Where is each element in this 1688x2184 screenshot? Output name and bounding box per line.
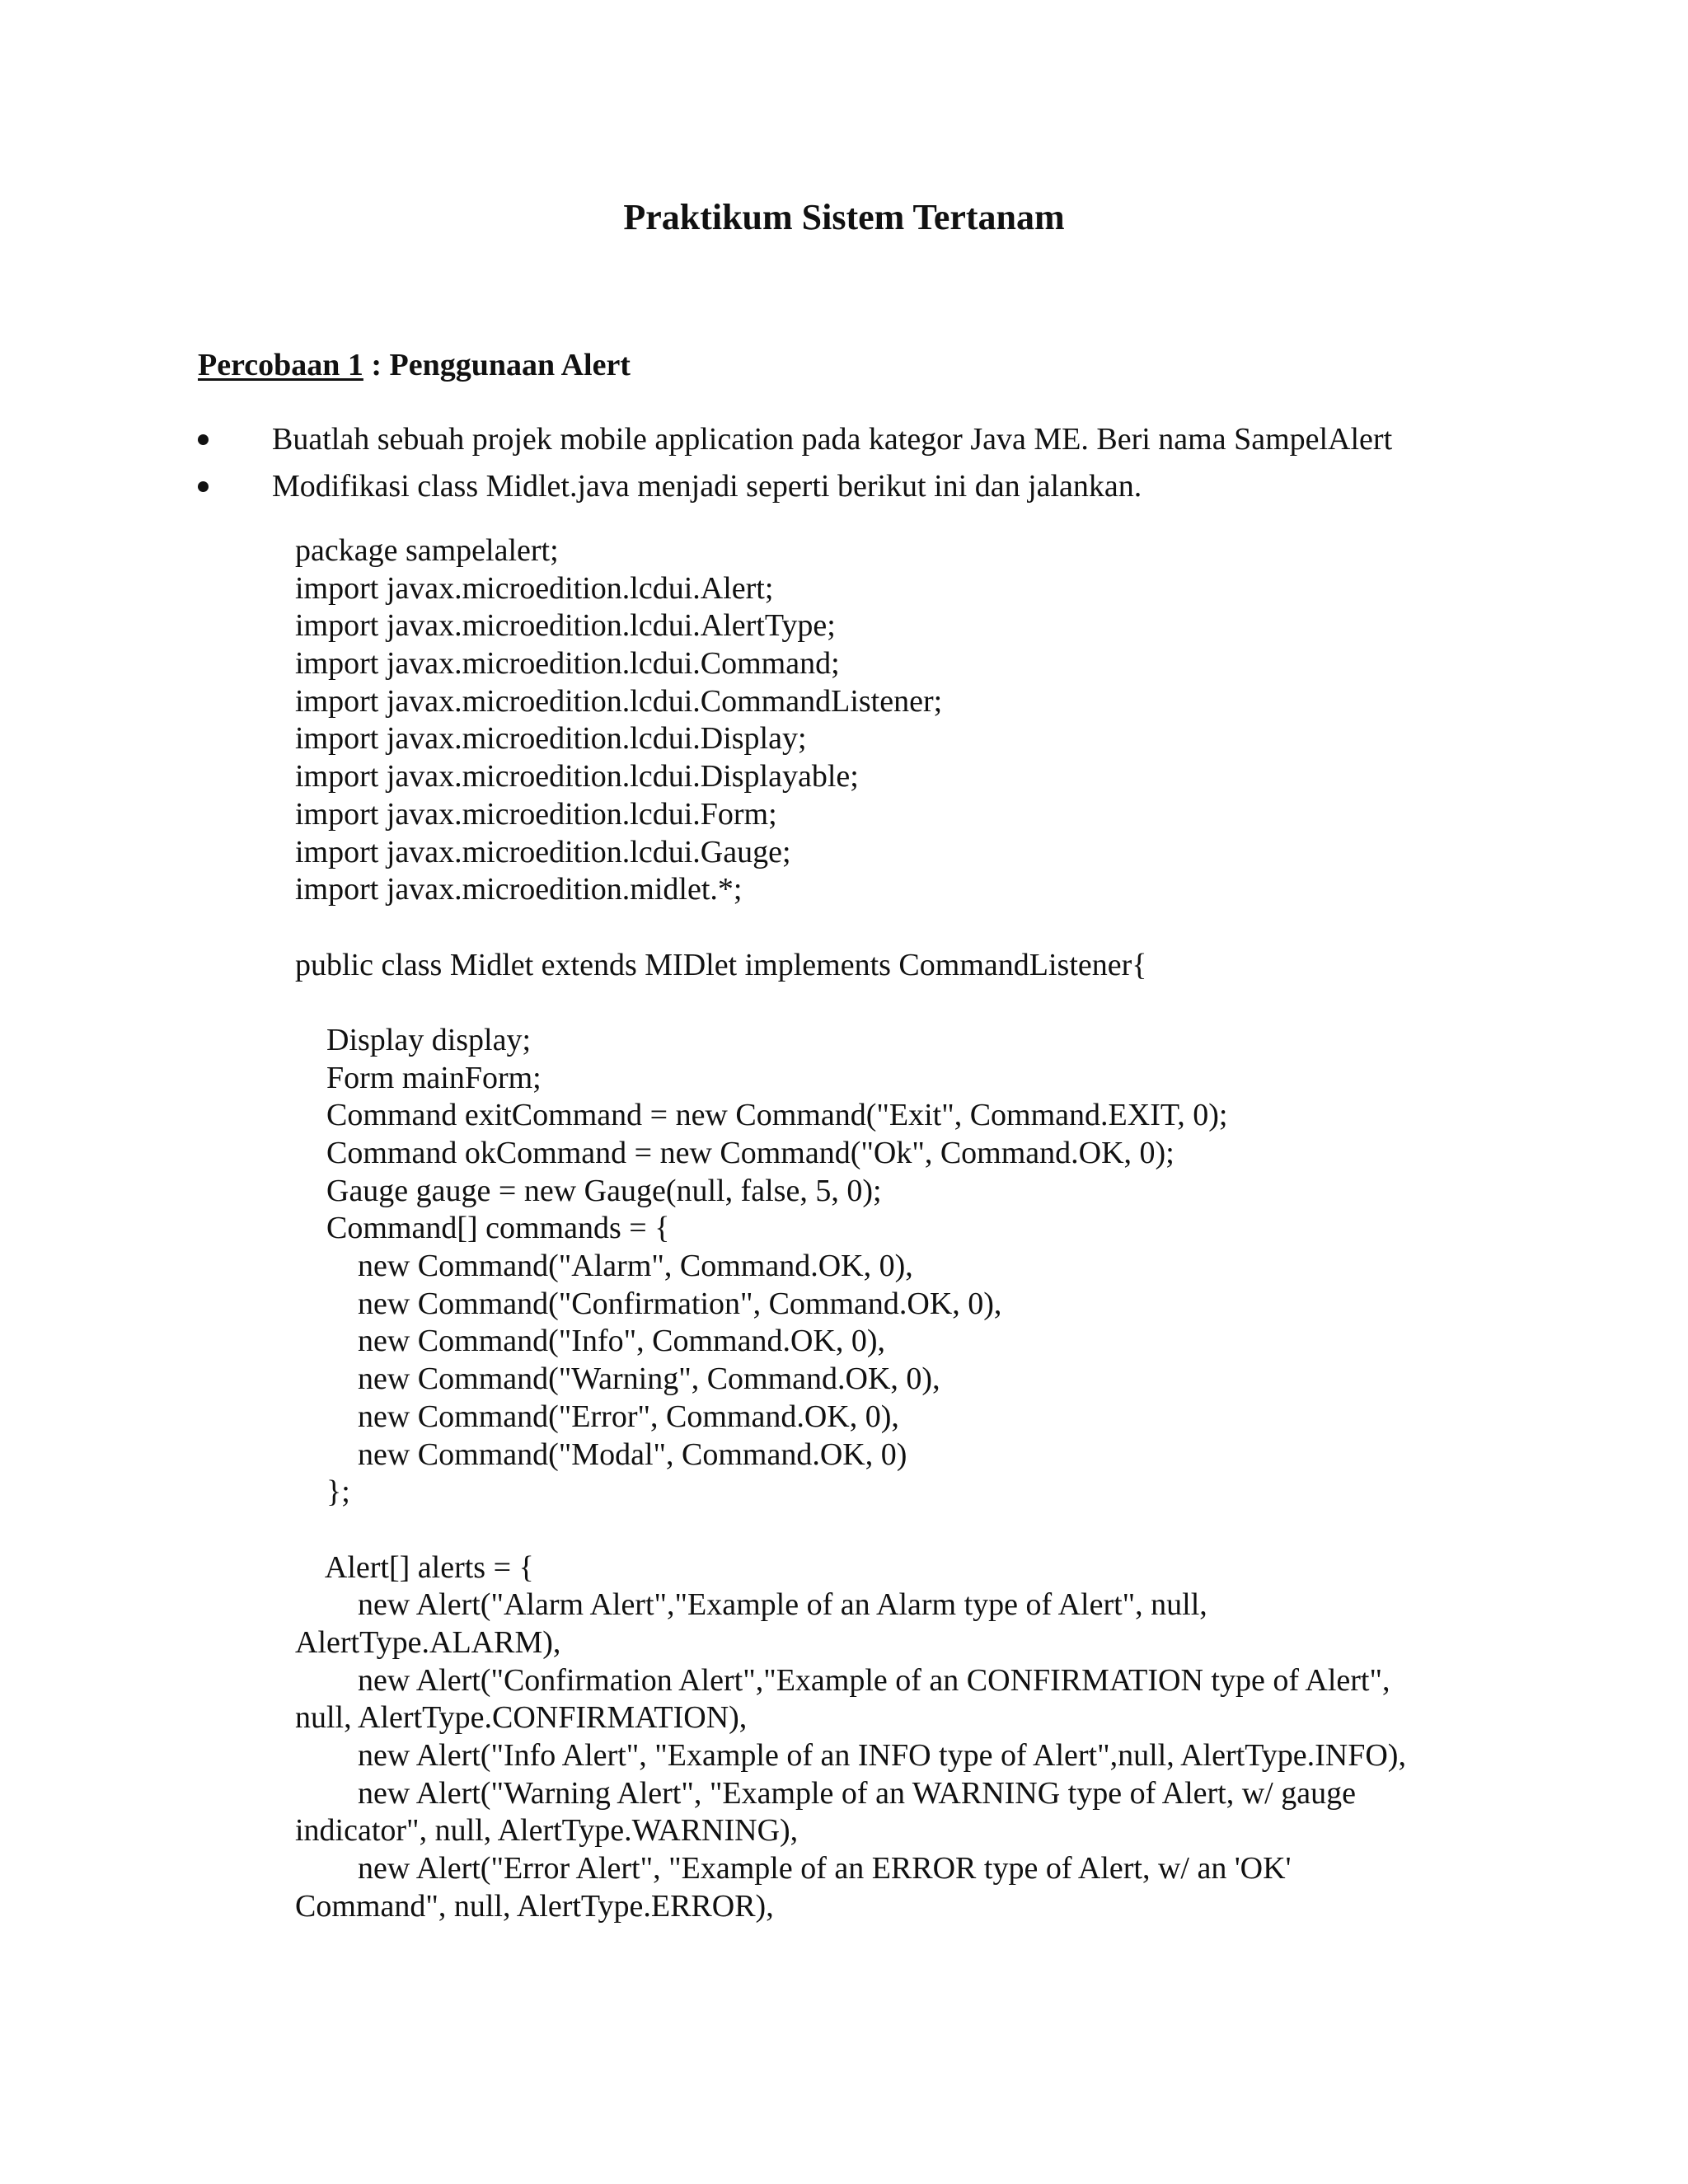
code-line: }; bbox=[295, 1474, 350, 1510]
list-item bbox=[198, 416, 1392, 463]
code-line bbox=[295, 1511, 1406, 1549]
list-item-text: Buatlah sebuah projek mobile application pada kategor Java ME. Beri nama SampelAlert bbox=[272, 422, 1393, 457]
section-heading bbox=[198, 344, 631, 386]
code-line: Command", null, AlertType.ERROR), bbox=[295, 1888, 774, 1924]
code-line: new Alert("Alarm Alert","Example of an Alarm type of Alert", null, bbox=[295, 1587, 1207, 1623]
list-item-text: Modifikasi class Midlet.java menjadi seperti berikut ini dan jalankan. bbox=[272, 469, 1142, 504]
bullet-icon bbox=[198, 434, 209, 445]
code-line: new Command("Error", Command.OK, 0), bbox=[295, 1399, 899, 1434]
section-title: : Penggunaan Alert bbox=[363, 348, 631, 382]
code-line: import javax.microedition.midlet.*; bbox=[295, 872, 743, 907]
code-line: Form mainForm; bbox=[295, 1060, 542, 1095]
code-line: new Alert("Warning Alert", "Example of an WARNING type of Alert, w/ gauge bbox=[295, 1775, 1356, 1811]
code-line: Command[] commands = { bbox=[295, 1211, 670, 1246]
code-line: public class Midlet extends MIDlet implements CommandListener{ bbox=[295, 947, 1147, 982]
code-line: import javax.microedition.lcdui.Form; bbox=[295, 796, 777, 832]
code-line: Command okCommand = new Command("Ok", Command.OK, 0); bbox=[295, 1136, 1175, 1170]
section-label: Percobaan 1 bbox=[198, 348, 363, 382]
code-line: new Alert("Error Alert", "Example of an ERROR type of Alert, w/ an 'OK' bbox=[295, 1851, 1292, 1886]
code-line: import javax.microedition.lcdui.Alert; bbox=[295, 570, 774, 606]
code-line: new Command("Warning", Command.OK, 0), bbox=[295, 1361, 940, 1397]
code-line: Display display; bbox=[295, 1022, 532, 1057]
code-line bbox=[295, 984, 1406, 1022]
code-line: new Command("Info", Command.OK, 0), bbox=[295, 1324, 885, 1359]
code-line: package sampelalert; bbox=[295, 533, 559, 568]
code-line: import javax.microedition.lcdui.Displayable; bbox=[295, 759, 859, 794]
code-line: new Command("Alarm", Command.OK, 0), bbox=[295, 1249, 913, 1284]
bullet-icon bbox=[198, 481, 209, 492]
code-line: Command exitCommand = new Command("Exit", Command.EXIT, 0); bbox=[295, 1098, 1228, 1133]
code-line: import javax.microedition.lcdui.Display; bbox=[295, 721, 807, 757]
code-line bbox=[295, 909, 1406, 947]
code-line: new Command("Modal", Command.OK, 0) bbox=[295, 1436, 907, 1472]
code-line: null, AlertType.CONFIRMATION), bbox=[295, 1700, 748, 1736]
instruction-list bbox=[198, 416, 1392, 510]
code-line: new Alert("Info Alert", "Example of an INFO type of Alert",null, AlertType.INFO), bbox=[295, 1738, 1406, 1773]
code-listing bbox=[295, 532, 1406, 1925]
code-line: new Alert("Confirmation Alert","Example of an CONFIRMATION type of Alert", bbox=[295, 1662, 1390, 1698]
page-title: Praktikum Sistem Tertanam bbox=[623, 197, 1065, 237]
code-line: import javax.microedition.lcdui.Gauge; bbox=[295, 834, 791, 869]
code-line: AlertType.ALARM), bbox=[295, 1624, 561, 1660]
code-line: new Command("Confirmation", Command.OK, 0), bbox=[295, 1286, 1002, 1321]
code-line: indicator", null, AlertType.WARNING), bbox=[295, 1813, 799, 1849]
code-line: import javax.microedition.lcdui.AlertType; bbox=[295, 608, 836, 644]
code-line: import javax.microedition.lcdui.Command; bbox=[295, 646, 840, 682]
code-line: import javax.microedition.lcdui.CommandListener; bbox=[295, 683, 943, 719]
list-item bbox=[198, 463, 1392, 510]
code-line: Gauge gauge = new Gauge(null, false, 5, 0); bbox=[295, 1173, 882, 1208]
code-line: Alert[] alerts = { bbox=[295, 1549, 534, 1585]
